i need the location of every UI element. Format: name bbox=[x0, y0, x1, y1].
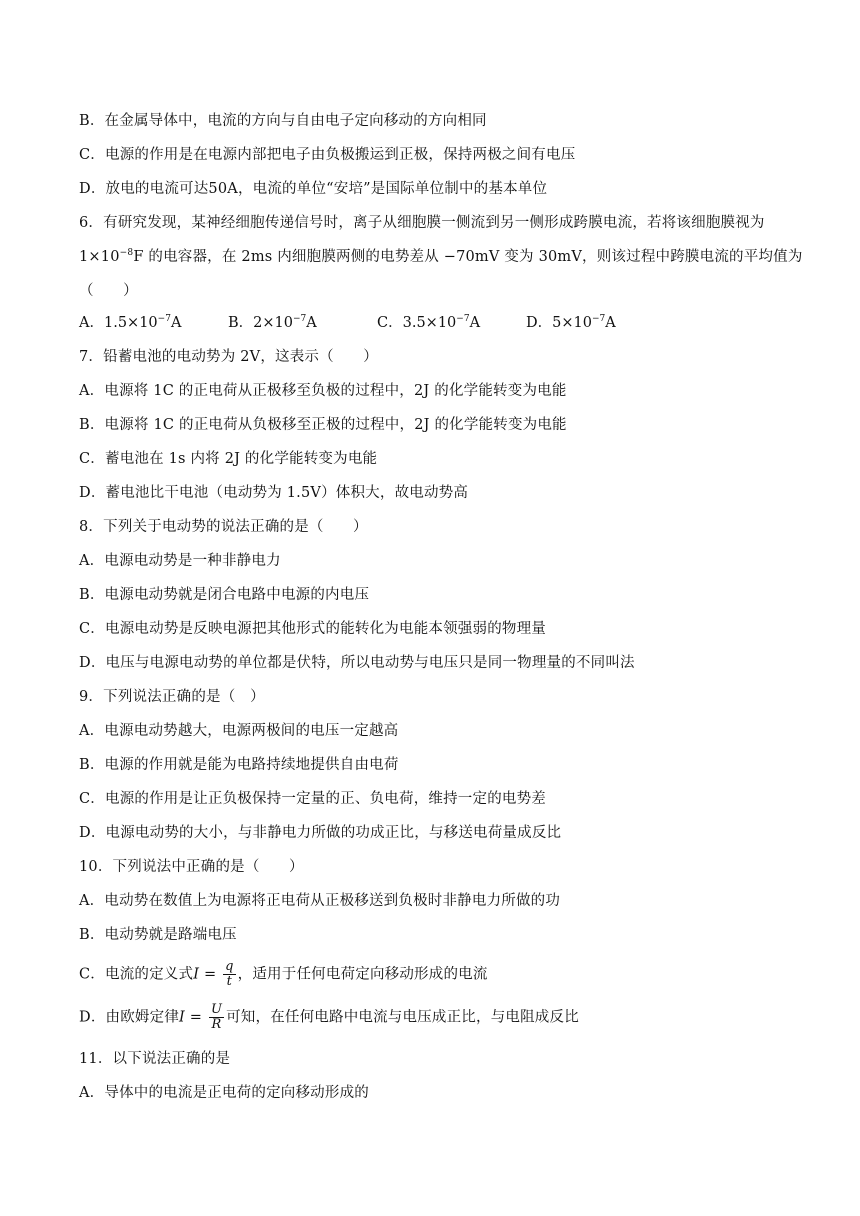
q9-option-b: B．电源的作用就是能为电路持续地提供自由电荷 bbox=[79, 757, 399, 773]
q6-stem-line2 bbox=[79, 247, 803, 267]
q7-option-b: B．电源将 1C 的正电荷从负极移至正极的过程中，2J 的化学能转变为电能 bbox=[79, 417, 567, 433]
q7-stem: 7．铅蓄电池的电动势为 2V，这表示（ ） bbox=[79, 349, 378, 365]
q6-option-b: B．$2\times 10^{-7}A$ bbox=[228, 314, 317, 331]
q6-answer-bracket: （ ） bbox=[79, 283, 138, 299]
q10-stem: 10．下列说法中正确的是（ ） bbox=[79, 859, 304, 875]
current-symbol: I bbox=[193, 966, 200, 983]
q8-option-d: D．电压与电源电动势的单位都是伏特，所以电动势与电压只是同一物理量的不同叫法 bbox=[79, 655, 635, 671]
q9-option-d: D．电源电动势的大小，与非静电力所做的功成正比，与移送电荷量成反比 bbox=[79, 825, 562, 841]
q9-option-a: A．电源电动势越大，电源两极间的电压一定越高 bbox=[79, 723, 399, 739]
q7-option-c: C．蓄电池在 1s 内将 2J 的化学能转变为电能 bbox=[79, 451, 378, 467]
q10-option-b: B．电动势就是路端电压 bbox=[79, 927, 237, 943]
q5-option-d: D．放电的电流可达50A，电流的单位“安培”是国际单位制中的基本单位 bbox=[79, 181, 548, 197]
q8-option-c: C．电源电动势是反映电源把其他形式的能转化为电能本领强弱的物理量 bbox=[79, 621, 546, 637]
q10-option-a: A．电动势在数值上为电源将正电荷从正极移送到负极时非静电力所做的功 bbox=[79, 893, 561, 909]
q6-option-c: C．$3.5\times 10^{-7}A$ bbox=[377, 314, 481, 331]
q6-stem-line1: 6．有研究发现，某神经细胞传递信号时，离子从细胞膜一侧流到另一侧形成跨膜电流，若将该细胞膜视为 bbox=[79, 215, 765, 231]
q7-option-d: D．蓄电池比干电池（电动势为 1.5V）体积大，故电动势高 bbox=[79, 485, 469, 501]
q6-option-d: D．$5\times 10^{-7}A$ bbox=[526, 314, 616, 331]
q5-option-c: C．电源的作用是在电源内部把电子由负极搬运到正极，保持两极之间有电压 bbox=[79, 147, 576, 163]
current-symbol: I bbox=[179, 1009, 185, 1026]
q10-option-c: C．电流的定义式I = $\frac{q}{t}$ ，适用于任何电荷定向移动形成的电流 bbox=[79, 959, 488, 989]
q9-stem: 9．下列说法正确的是（ ） bbox=[79, 689, 265, 705]
q11-stem: 11．以下说法正确的是 bbox=[79, 1051, 231, 1067]
q8-option-b: B．电源电动势就是闭合电路中电源的内电压 bbox=[79, 587, 370, 603]
q7-option-a: A．电源将 1C 的正电荷从正极移至负极的过程中，2J 的化学能转变为电能 bbox=[79, 383, 567, 399]
q10-option-d: D．由欧姆定律I = $\frac{U}{R}$ 可知，在任何电路中电流与电压成正比，与电阻成反比 bbox=[79, 1002, 579, 1032]
capacitance-mantissa: 1×10 bbox=[79, 249, 120, 265]
q6-option-a: A．$1.5\times 10^{-7}A$ bbox=[79, 314, 182, 331]
capacitance-exponent: −8 bbox=[119, 248, 134, 258]
q11-option-a: A．导体中的电流是正电荷的定向移动形成的 bbox=[79, 1085, 369, 1101]
q6-stem-text: F 的电容器，在 2ms 内细胞膜两侧的电势差从 −70mV 变为 30mV，则该过程中跨膜电流的平均值为 bbox=[133, 249, 803, 265]
q5-option-b: B．在金属导体中，电流的方向与自由电子定向移动的方向相同 bbox=[79, 113, 487, 129]
q8-stem: 8．下列关于电动势的说法正确的是（ ） bbox=[79, 519, 368, 535]
definition-fraction: $\frac{q}{t}$ bbox=[225, 959, 234, 989]
ohms-law-fraction: $\frac{U}{R}$ bbox=[210, 1002, 223, 1032]
q9-option-c: C．电源的作用是让正负极保持一定量的正、负电荷，维持一定的电势差 bbox=[79, 791, 546, 807]
q8-option-a: A．电源电动势是一种非静电力 bbox=[79, 553, 281, 569]
